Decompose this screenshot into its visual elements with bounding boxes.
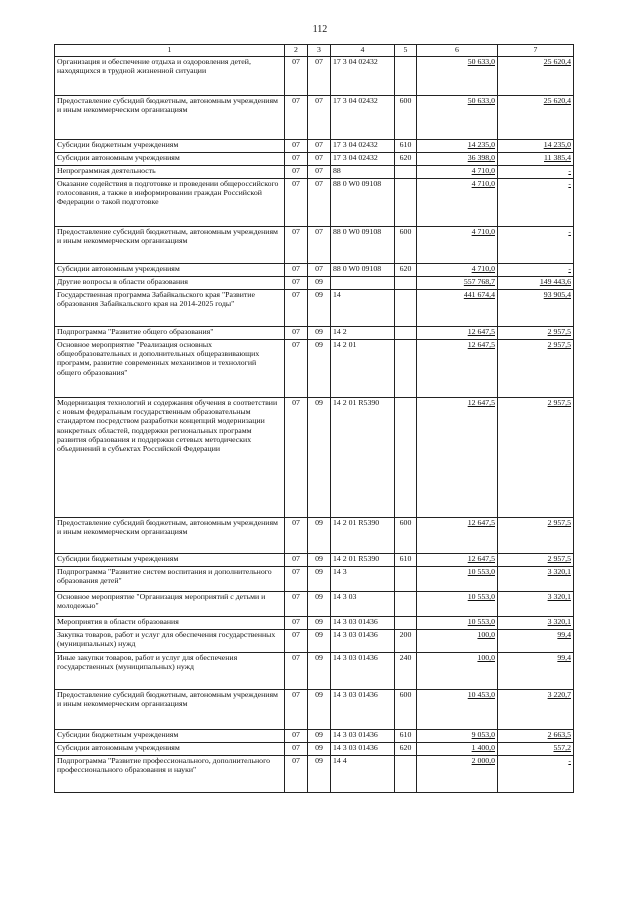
amount-executed-cell: 3 220,7	[498, 690, 574, 730]
table-row	[55, 567, 574, 592]
amount-executed-cell: 3 320,1	[498, 617, 574, 630]
amount-approved-cell: 10 553,0	[417, 592, 498, 617]
row-name-cell: Предоставление субсидий бюджетным, автономным учреждениям и иным некоммерческим организациям	[55, 227, 285, 264]
column-header: 4	[331, 45, 395, 57]
section-code-cell: 07	[285, 140, 308, 153]
target-article-cell: 14 2 01 R5390	[331, 518, 395, 554]
amount-approved-cell: 2 000,0	[417, 756, 498, 793]
section-code-cell: 07	[285, 690, 308, 730]
subsection-code-cell: 07	[308, 96, 331, 140]
expense-type-cell: 620	[395, 743, 417, 756]
expense-type-cell	[395, 277, 417, 290]
expense-type-cell: 600	[395, 690, 417, 730]
subsection-code-cell: 09	[308, 327, 331, 340]
table-row	[55, 277, 574, 290]
subsection-code-cell: 07	[308, 264, 331, 277]
expense-type-cell	[395, 340, 417, 398]
expense-type-cell	[395, 567, 417, 592]
amount-approved-cell: 100,0	[417, 653, 498, 690]
row-name-cell: Мероприятия в области образования	[55, 617, 285, 630]
row-name-cell: Субсидии автономным учреждениям	[55, 264, 285, 277]
amount-approved-cell: 9 053,0	[417, 730, 498, 743]
subsection-code-cell: 09	[308, 630, 331, 653]
amount-executed-cell: -	[498, 756, 574, 793]
section-code-cell: 07	[285, 518, 308, 554]
section-code-cell: 07	[285, 592, 308, 617]
amount-approved-cell: 12 647,5	[417, 554, 498, 567]
amount-executed-cell: -	[498, 166, 574, 179]
section-code-cell: 07	[285, 277, 308, 290]
section-code-cell: 07	[285, 327, 308, 340]
row-name-cell: Субсидии бюджетным учреждениям	[55, 140, 285, 153]
amount-executed-cell: 557,2	[498, 743, 574, 756]
subsection-code-cell: 09	[308, 567, 331, 592]
subsection-code-cell: 07	[308, 140, 331, 153]
amount-approved-cell: 12 647,5	[417, 327, 498, 340]
column-header: 2	[285, 45, 308, 57]
target-article-cell: 14 2 01 R5390	[331, 554, 395, 567]
row-name-cell: Модернизация технологий и содержания обучения в соответствии с новым федеральным государственным образовательным стандартом посредством разработки концепций модернизации конкретных областей, поддержки региональных программ развития образования и поддержки сетевых методических объединений в субъектах Российской Федерации	[55, 398, 285, 518]
row-name-cell: Основное мероприятие "Реализация основных общеобразовательных и дополнительных общеразвивающих программ, развитие современных механизмов и технологий общего образования"	[55, 340, 285, 398]
page-number: 112	[312, 24, 328, 35]
amount-executed-cell: 14 235,0	[498, 140, 574, 153]
amount-executed-cell: 25 620,4	[498, 96, 574, 140]
subsection-code-cell: 07	[308, 166, 331, 179]
amount-executed-cell: -	[498, 227, 574, 264]
row-name-cell: Субсидии бюджетным учреждениям	[55, 554, 285, 567]
table-row	[55, 518, 574, 554]
expense-type-cell	[395, 327, 417, 340]
section-code-cell: 07	[285, 730, 308, 743]
expense-type-cell: 600	[395, 518, 417, 554]
amount-executed-cell: 93 905,4	[498, 290, 574, 327]
target-article-cell: 14 3 03 01436	[331, 690, 395, 730]
row-name-cell: Подпрограмма "Развитие общего образования"	[55, 327, 285, 340]
amount-approved-cell: 4 710,0	[417, 264, 498, 277]
subsection-code-cell: 07	[308, 227, 331, 264]
amount-approved-cell: 50 633,0	[417, 57, 498, 96]
table-row	[55, 653, 574, 690]
section-code-cell: 07	[285, 57, 308, 96]
amount-executed-cell: 2 957,5	[498, 554, 574, 567]
table-row	[55, 690, 574, 730]
table-row	[55, 630, 574, 653]
section-code-cell: 07	[285, 166, 308, 179]
expense-type-cell	[395, 756, 417, 793]
target-article-cell: 14 2 01 R5390	[331, 398, 395, 518]
expense-type-cell	[395, 166, 417, 179]
table-row	[55, 617, 574, 630]
table-row	[55, 743, 574, 756]
amount-approved-cell: 12 647,5	[417, 518, 498, 554]
expense-type-cell: 240	[395, 653, 417, 690]
section-code-cell: 07	[285, 153, 308, 166]
table-row	[55, 264, 574, 277]
section-code-cell: 07	[285, 340, 308, 398]
table-row	[55, 340, 574, 398]
table-row	[55, 140, 574, 153]
target-article-cell: 14	[331, 290, 395, 327]
row-name-cell: Субсидии бюджетным учреждениям	[55, 730, 285, 743]
target-article-cell: 14 2 01	[331, 340, 395, 398]
target-article-cell: 14 3 03 01436	[331, 730, 395, 743]
target-article-cell: 14 3 03 01436	[331, 743, 395, 756]
amount-executed-cell: 2 957,5	[498, 398, 574, 518]
amount-approved-cell: 10 553,0	[417, 617, 498, 630]
table-row	[55, 166, 574, 179]
target-article-cell: 17 3 04 02432	[331, 57, 395, 96]
target-article-cell: 17 3 04 02432	[331, 140, 395, 153]
subsection-code-cell: 09	[308, 398, 331, 518]
amount-executed-cell: 3 320,1	[498, 592, 574, 617]
target-article-cell	[331, 277, 395, 290]
target-article-cell: 17 3 04 02432	[331, 96, 395, 140]
column-header: 6	[417, 45, 498, 57]
row-name-cell: Субсидии автономным учреждениям	[55, 153, 285, 166]
amount-approved-cell: 12 647,5	[417, 398, 498, 518]
subsection-code-cell: 09	[308, 518, 331, 554]
section-code-cell: 07	[285, 179, 308, 227]
expense-type-cell	[395, 57, 417, 96]
amount-approved-cell: 50 633,0	[417, 96, 498, 140]
table-row	[55, 96, 574, 140]
section-code-cell: 07	[285, 756, 308, 793]
subsection-code-cell: 07	[308, 153, 331, 166]
target-article-cell: 88 0 W0 09108	[331, 264, 395, 277]
subsection-code-cell: 09	[308, 617, 331, 630]
amount-executed-cell: 2 957,5	[498, 327, 574, 340]
row-name-cell: Подпрограмма "Развитие профессионального, дополнительного профессионального образования и науки"	[55, 756, 285, 793]
amount-approved-cell: 14 235,0	[417, 140, 498, 153]
expense-type-cell: 610	[395, 140, 417, 153]
amount-approved-cell: 36 398,0	[417, 153, 498, 166]
table-row	[55, 153, 574, 166]
target-article-cell: 14 2	[331, 327, 395, 340]
column-header: 7	[498, 45, 574, 57]
section-code-cell: 07	[285, 227, 308, 264]
section-code-cell: 07	[285, 617, 308, 630]
section-code-cell: 07	[285, 630, 308, 653]
target-article-cell: 14 3 03	[331, 592, 395, 617]
expense-type-cell: 610	[395, 730, 417, 743]
subsection-code-cell: 07	[308, 57, 331, 96]
amount-approved-cell: 4 710,0	[417, 166, 498, 179]
row-name-cell: Непрограммная деятельность	[55, 166, 285, 179]
target-article-cell: 88 0 W0 09108	[331, 179, 395, 227]
amount-executed-cell: 2 957,5	[498, 518, 574, 554]
target-article-cell: 14 4	[331, 756, 395, 793]
header-row	[55, 45, 574, 57]
target-article-cell: 17 3 04 02432	[331, 153, 395, 166]
section-code-cell: 07	[285, 96, 308, 140]
expense-type-cell	[395, 592, 417, 617]
subsection-code-cell: 09	[308, 554, 331, 567]
table-row	[55, 290, 574, 327]
amount-executed-cell: 99,4	[498, 630, 574, 653]
subsection-code-cell: 09	[308, 743, 331, 756]
amount-approved-cell: 4 710,0	[417, 227, 498, 264]
table-row	[55, 554, 574, 567]
amount-executed-cell: -	[498, 264, 574, 277]
section-code-cell: 07	[285, 290, 308, 327]
subsection-code-cell: 07	[308, 179, 331, 227]
budget-table	[54, 44, 574, 793]
amount-executed-cell: 149 443,6	[498, 277, 574, 290]
target-article-cell: 14 3	[331, 567, 395, 592]
amount-executed-cell: 25 620,4	[498, 57, 574, 96]
row-name-cell: Иные закупки товаров, работ и услуг для обеспечения государственных (муниципальных) нужд	[55, 653, 285, 690]
table-row	[55, 756, 574, 793]
row-name-cell: Подпрограмма "Развитие систем воспитания и дополнительного образования детей"	[55, 567, 285, 592]
subsection-code-cell: 09	[308, 277, 331, 290]
column-header: 3	[308, 45, 331, 57]
subsection-code-cell: 09	[308, 653, 331, 690]
section-code-cell: 07	[285, 743, 308, 756]
section-code-cell: 07	[285, 554, 308, 567]
target-article-cell: 88	[331, 166, 395, 179]
amount-approved-cell: 100,0	[417, 630, 498, 653]
expense-type-cell: 600	[395, 96, 417, 140]
row-name-cell: Оказание содействия в подготовке и проведении общероссийского голосования, а также в информировании граждан Российской Федерации о такой подготовке	[55, 179, 285, 227]
section-code-cell: 07	[285, 398, 308, 518]
amount-executed-cell: 99,4	[498, 653, 574, 690]
amount-approved-cell: 1 400,0	[417, 743, 498, 756]
expense-type-cell	[395, 179, 417, 227]
table-row	[55, 179, 574, 227]
expense-type-cell	[395, 617, 417, 630]
subsection-code-cell: 09	[308, 340, 331, 398]
expense-type-cell	[395, 398, 417, 518]
table-row	[55, 57, 574, 96]
table-row	[55, 327, 574, 340]
row-name-cell: Основное мероприятие "Организация мероприятий с детьми и молодежью"	[55, 592, 285, 617]
amount-executed-cell: 3 320,1	[498, 567, 574, 592]
row-name-cell: Предоставление субсидий бюджетным, автономным учреждениям и иным некоммерческим организациям	[55, 96, 285, 140]
row-name-cell: Государственная программа Забайкальского края "Развитие образования Забайкальского края на 2014-2025 годы"	[55, 290, 285, 327]
subsection-code-cell: 09	[308, 690, 331, 730]
row-name-cell: Закупка товаров, работ и услуг для обеспечения государственных (муниципальных) нужд	[55, 630, 285, 653]
amount-approved-cell: 441 674,4	[417, 290, 498, 327]
target-article-cell: 14 3 03 01436	[331, 630, 395, 653]
expense-type-cell: 200	[395, 630, 417, 653]
section-code-cell: 07	[285, 653, 308, 690]
expense-type-cell: 620	[395, 264, 417, 277]
row-name-cell: Предоставление субсидий бюджетным, автономным учреждениям и иным некоммерческим организациям	[55, 518, 285, 554]
amount-approved-cell: 4 710,0	[417, 179, 498, 227]
amount-executed-cell: 2 663,5	[498, 730, 574, 743]
table-row	[55, 398, 574, 518]
subsection-code-cell: 09	[308, 730, 331, 743]
amount-approved-cell: 10 453,0	[417, 690, 498, 730]
section-code-cell: 07	[285, 264, 308, 277]
row-name-cell: Субсидии автономным учреждениям	[55, 743, 285, 756]
amount-approved-cell: 12 647,5	[417, 340, 498, 398]
table-row	[55, 227, 574, 264]
expense-type-cell: 610	[395, 554, 417, 567]
target-article-cell: 88 0 W0 09108	[331, 227, 395, 264]
row-name-cell: Другие вопросы в области образования	[55, 277, 285, 290]
expense-type-cell: 600	[395, 227, 417, 264]
amount-approved-cell: 557 768,7	[417, 277, 498, 290]
amount-approved-cell: 10 553,0	[417, 567, 498, 592]
subsection-code-cell: 09	[308, 756, 331, 793]
column-header: 5	[395, 45, 417, 57]
amount-executed-cell: 2 957,5	[498, 340, 574, 398]
expense-type-cell	[395, 290, 417, 327]
target-article-cell: 14 3 03 01436	[331, 653, 395, 690]
amount-executed-cell: 11 385,4	[498, 153, 574, 166]
subsection-code-cell: 09	[308, 592, 331, 617]
column-header: 1	[55, 45, 285, 57]
row-name-cell: Организация и обеспечение отдыха и оздоровления детей, находящихся в трудной жизненной ситуации	[55, 57, 285, 96]
row-name-cell: Предоставление субсидий бюджетным, автономным учреждениям и иным некоммерческим организациям	[55, 690, 285, 730]
amount-executed-cell: -	[498, 179, 574, 227]
subsection-code-cell: 09	[308, 290, 331, 327]
table-row	[55, 592, 574, 617]
section-code-cell: 07	[285, 567, 308, 592]
table-row	[55, 730, 574, 743]
expense-type-cell: 620	[395, 153, 417, 166]
target-article-cell: 14 3 03 01436	[331, 617, 395, 630]
